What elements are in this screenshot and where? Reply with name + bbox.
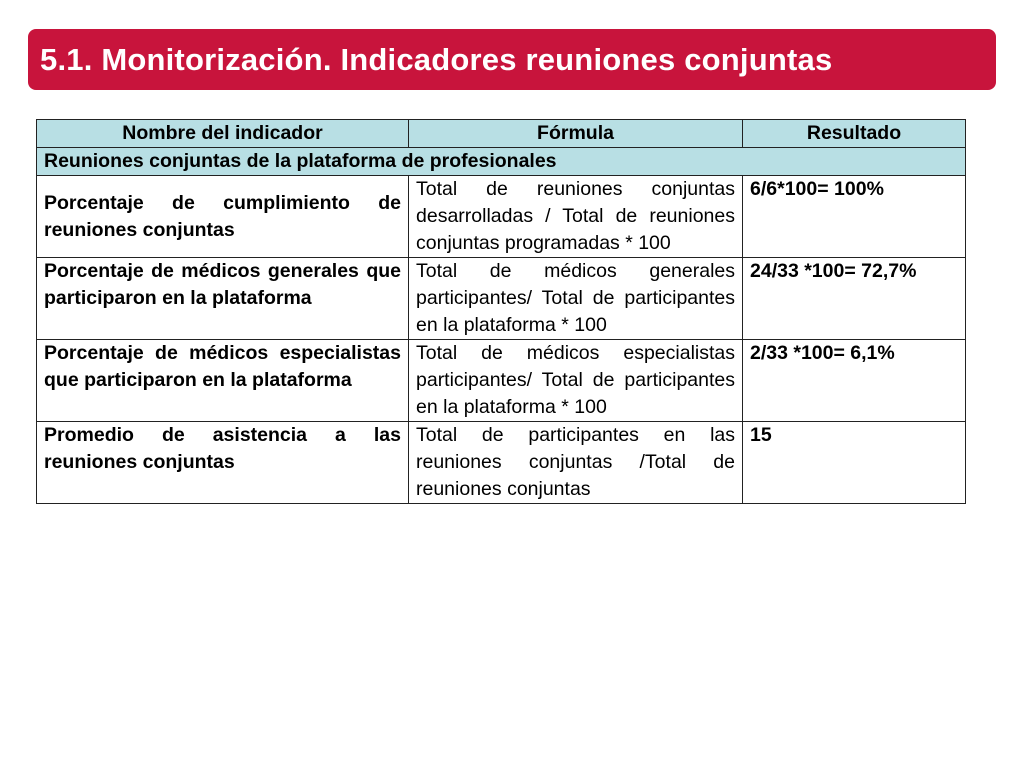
indicators-table bbox=[36, 119, 966, 504]
slide-title: 5.1. Monitorización. Indicadores reuniones conjuntas bbox=[40, 41, 833, 77]
header-result: Resultado bbox=[743, 120, 966, 148]
section-row bbox=[37, 148, 966, 176]
table-row bbox=[37, 422, 966, 504]
indicator-formula: Total de reuniones conjuntas desarrolladas / Total de reuniones conjuntas programadas * 100 bbox=[409, 176, 743, 258]
indicator-name: Porcentaje de médicos generales que participaron en la plataforma bbox=[37, 258, 409, 340]
header-row bbox=[37, 120, 966, 148]
indicator-name: Promedio de asistencia a las reuniones conjuntas bbox=[37, 422, 409, 504]
table-row bbox=[37, 340, 966, 422]
indicator-formula: Total de médicos generales participantes/ Total de participantes en la plataforma * 100 bbox=[409, 258, 743, 340]
indicator-formula: Total de participantes en las reuniones conjuntas /Total de reuniones conjuntas bbox=[409, 422, 743, 504]
header-name: Nombre del indicador bbox=[37, 120, 409, 148]
section-title: Reuniones conjuntas de la plataforma de profesionales bbox=[37, 148, 966, 176]
indicator-result: 24/33 *100= 72,7% bbox=[743, 258, 966, 340]
title-bar bbox=[28, 29, 996, 90]
indicator-name: Porcentaje de médicos especialistas que participaron en la plataforma bbox=[37, 340, 409, 422]
indicator-result: 6/6*100= 100% bbox=[743, 176, 966, 258]
indicator-formula: Total de médicos especialistas participantes/ Total de participantes en la plataforma * 100 bbox=[409, 340, 743, 422]
indicator-result: 2/33 *100= 6,1% bbox=[743, 340, 966, 422]
table-row bbox=[37, 176, 966, 258]
header-formula: Fórmula bbox=[409, 120, 743, 148]
table-row bbox=[37, 258, 966, 340]
indicator-result: 15 bbox=[743, 422, 966, 504]
indicator-name: Porcentaje de cumplimiento de reuniones conjuntas bbox=[37, 176, 409, 258]
